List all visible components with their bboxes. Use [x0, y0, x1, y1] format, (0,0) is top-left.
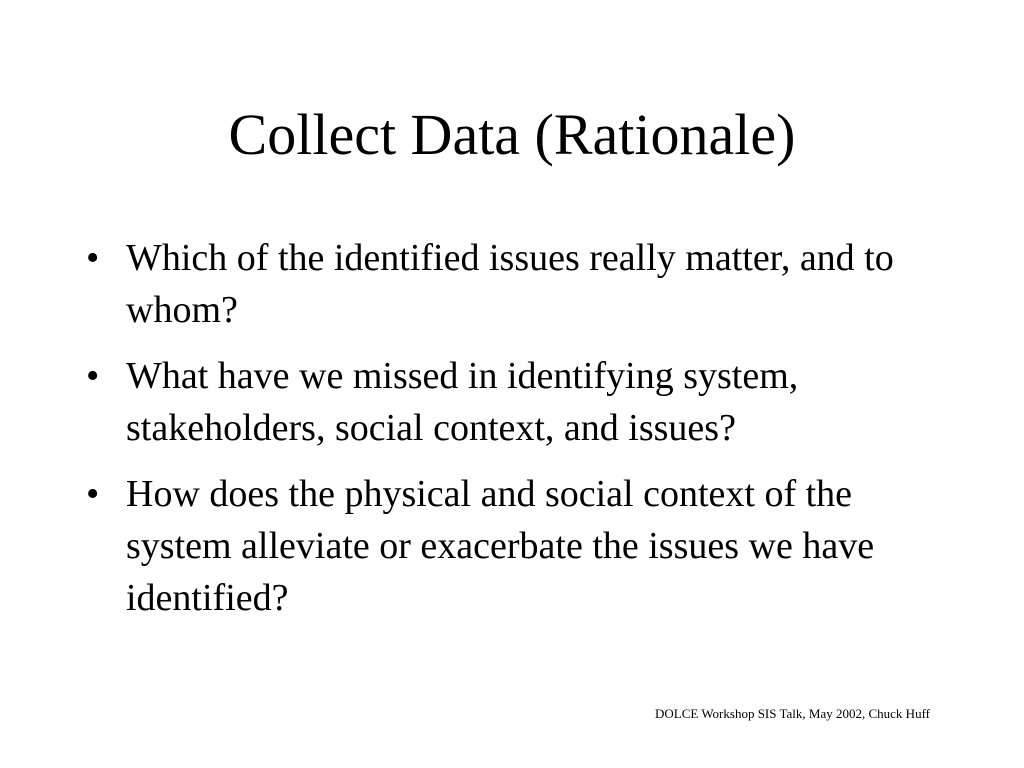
bullet-item — [86, 468, 966, 624]
bullet-text: What have we missed in identifying system, stakeholders, social context, and issues? — [126, 355, 799, 449]
bullet-icon: • — [86, 355, 100, 397]
bullet-icon: • — [86, 473, 100, 515]
bullet-item — [86, 232, 966, 336]
bullet-text: Which of the identified issues really matter, and to whom? — [126, 237, 894, 331]
bullet-text: How does the physical and social context of the system alleviate or exacerbate the issues we have identified? — [126, 473, 875, 619]
slide-title: Collect Data (Rationale) — [228, 102, 796, 167]
bullet-item — [86, 350, 966, 454]
bullet-list — [86, 232, 966, 638]
slide-footer: DOLCE Workshop SIS Talk, May 2002, Chuck Huff — [654, 706, 930, 721]
bullet-icon: • — [86, 237, 100, 279]
